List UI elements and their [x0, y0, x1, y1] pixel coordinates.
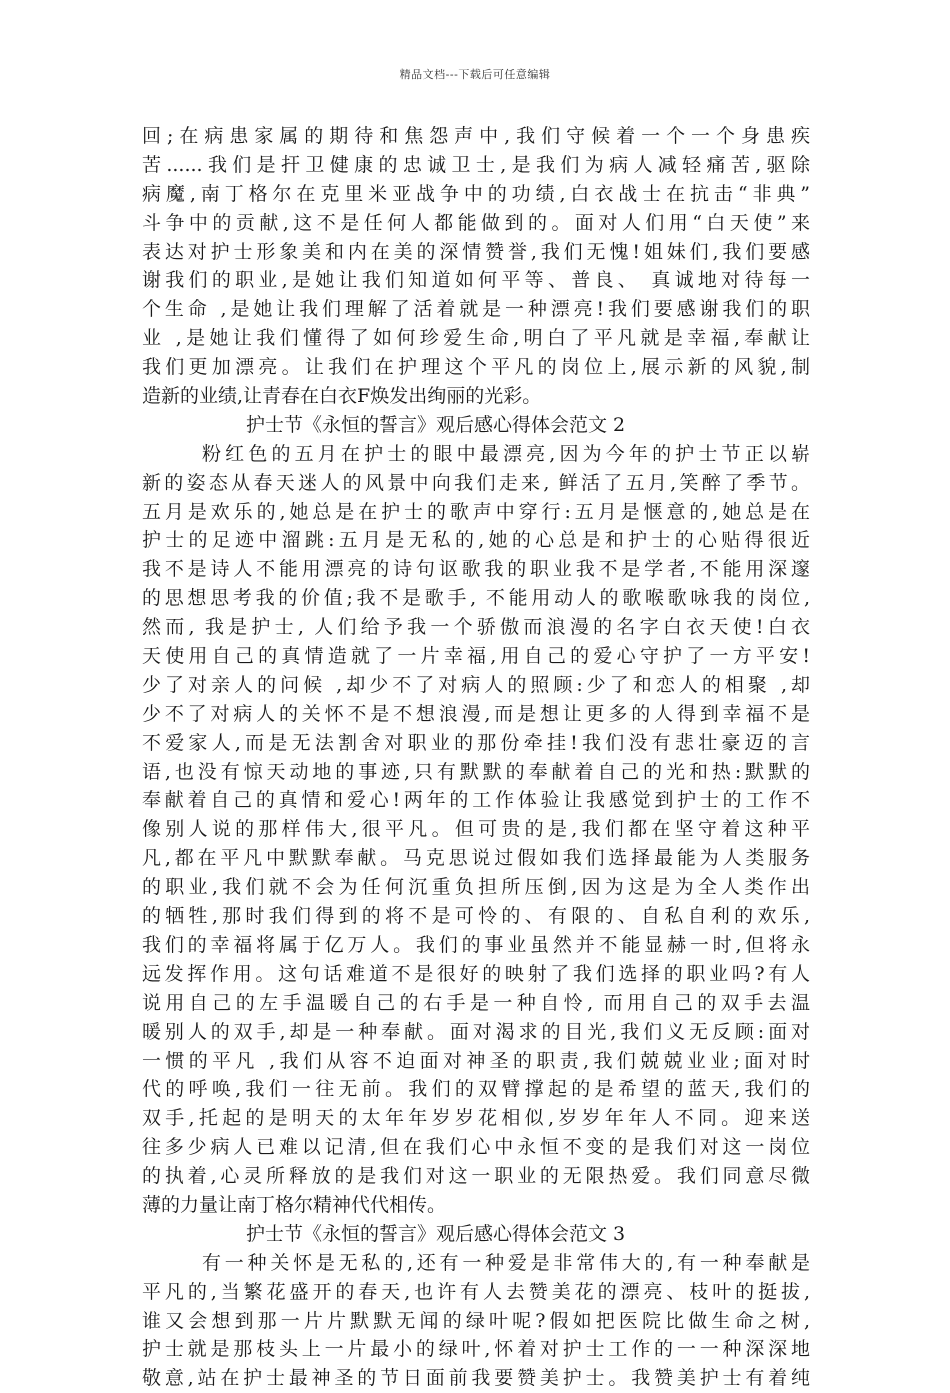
- text-line: 谢我们的职业,是她让我们知道如何平等、普良、 真诚地对待每一: [142, 269, 810, 292]
- text-line: 远发挥作用。这句话难道不是很好的映射了我们选择的职业吗?有人: [142, 962, 810, 985]
- text-line: 一惯的平凡 ,我们从容不迫面对神圣的职责,我们兢兢业业;面对时: [142, 1049, 810, 1072]
- text-line: 谁又会想到那一片片默默无闻的绿叶呢?假如把医院比做生命之树,: [142, 1309, 810, 1332]
- text-line: 我们的幸福将属于亿万人。我们的事业虽然并不能显赫一时,但将永: [142, 933, 810, 956]
- text-line: 回;在病患家属的期待和焦怨声中,我们守候着一个一个身患疾: [142, 125, 810, 147]
- text-line: 的职业,我们就不会为任何沉重负担所压倒,因为这是为全人类作出: [142, 876, 810, 899]
- text-line: 新的姿态从春天迷人的风景中向我们走来, 鲜活了五月,笑醉了季节。: [142, 471, 810, 494]
- paragraph-last-line: 薄的力量让南丁格尔精神代代相传。: [142, 1193, 447, 1216]
- text-line: 五月是欢乐的,她总是在护士的歌声中穿行:五月是惬意的,她总是在: [142, 500, 810, 523]
- text-line: 不爱家人,而是无法割舍对职业的那份牵挂!我们没有悲壮豪迈的言: [142, 731, 810, 754]
- text-line: 奉献着自己的真情和爱心!两年的工作体验让我感觉到护士的工作不: [142, 789, 810, 812]
- page-header: 精品文档---下载后可任意编辑: [399, 68, 551, 81]
- text-line: 少了对亲人的问候 ,却少不了对病人的照顾:少了和恋人的相聚 ,却: [142, 673, 810, 696]
- section-heading: 护士节《永恒的誓言》观后感心得体会范文 3: [246, 1222, 626, 1245]
- text-line: 平凡的,当繁花盛开的春天,也许有人去赞美花的漂亮、枝叶的挺拔,: [142, 1280, 810, 1303]
- text-line: 的执着,心灵所释放的是我们对这一职业的无限热爱。我们同意尽微: [142, 1165, 810, 1188]
- text-line: 病魔,南丁格尔在克里米亚战争中的功绩,白衣战士在抗击“非典”: [142, 182, 810, 205]
- text-line: 敬意,站在护士最神圣的节日面前我要赞美护士。我赞美护士有着纯: [142, 1367, 810, 1390]
- text-line: 语,也没有惊天动地的事迹,只有默默的奉献着自己的光和热:默默的: [142, 760, 810, 783]
- document-body: [142, 122, 810, 1393]
- text-line: 说用自己的左手温暖自己的右手是一种自怜, 而用自己的双手去温: [142, 991, 810, 1014]
- text-line: 表达对护士形象美和内在美的深情赞誉,我们无愧!姐妹们,我们要感: [142, 240, 810, 263]
- text-line: 的牺牲,那时我们得到的将不是可怜的、有限的、自私自利的欢乐,: [142, 905, 810, 928]
- text-line: 斗争中的贡献,这不是任何人都能做到的。面对人们用“白天使”来: [142, 211, 810, 234]
- text-line: 业 ,是她让我们懂得了如何珍爱生命,明白了平凡就是幸福,奉献让: [142, 327, 810, 350]
- text-line: 我不是诗人不能用漂亮的诗句讴歌我的职业我不是学者,不能用深邃: [142, 558, 810, 581]
- text-line: 少不了对病人的关怀不是不想浪漫,而是想让更多的人得到幸福不是: [142, 702, 810, 725]
- text-line: 像别人说的那样伟大,很平凡。但可贵的是,我们都在坚守着这种平: [142, 818, 810, 841]
- text-line: 双手,托起的是明天的太年年岁岁花相似,岁岁年年人不同。迎来送: [142, 1107, 810, 1130]
- text-line: 个生命 ,是她让我们理解了活着就是一种漂亮!我们要感谢我们的职: [142, 298, 810, 321]
- text-line: 的思想思考我的价值;我不是歌手, 不能用动人的歌喉歌咏我的岗位,: [142, 587, 810, 610]
- text-line: 往多少病人已难以记清,但在我们心中永恒不变的是我们对这一岗位: [142, 1136, 810, 1159]
- section-heading: 护士节《永恒的誓言》观后感心得体会范文 2: [246, 413, 626, 436]
- text-line: 护士就是那枝头上一片最小的绿叶,怀着对护士工作的一一种深深地: [142, 1338, 810, 1361]
- text-line: 暖别人的双手,却是一种奉献。面对渴求的目光,我们义无反顾:面对: [142, 1020, 810, 1043]
- text-line: 护士的足迹中溜跳:五月是无私的,她的心总是和护士的心贴得很近: [142, 529, 810, 552]
- paragraph-first-line: 有一种关怀是无私的,还有一种爱是非常伟大的,有一种奉献是: [202, 1251, 810, 1274]
- text-line: 然而, 我是护士, 人们给予我一个骄傲而浪漫的名字白衣天使!白衣: [142, 616, 810, 639]
- text-line: 天使用自己的真情造就了一片幸福,用自己的爱心守护了一方平安!: [142, 645, 810, 668]
- paragraph-first-line: 粉红色的五月在护士的眼中最漂亮,因为今年的护士节正以崭: [202, 442, 810, 465]
- text-line: 代的呼唤,我们一往无前。我们的双臂撑起的是希望的蓝天,我们的: [142, 1078, 810, 1101]
- text-line: 我们更加漂亮。让我们在护理这个平凡的岗位上,展示新的风貌,制: [142, 356, 810, 379]
- paragraph-last-line: 造新的业绩,让青春在白衣F焕发出绚丽的光彩。: [142, 385, 542, 408]
- text-line: 凡,都在平凡中默默奉献。马克思说过假如我们选择最能为人类服务: [142, 847, 810, 870]
- text-line: 苦......我们是扞卫健康的忠诚卫士,是我们为病人减轻痛苦,驱除: [142, 153, 810, 176]
